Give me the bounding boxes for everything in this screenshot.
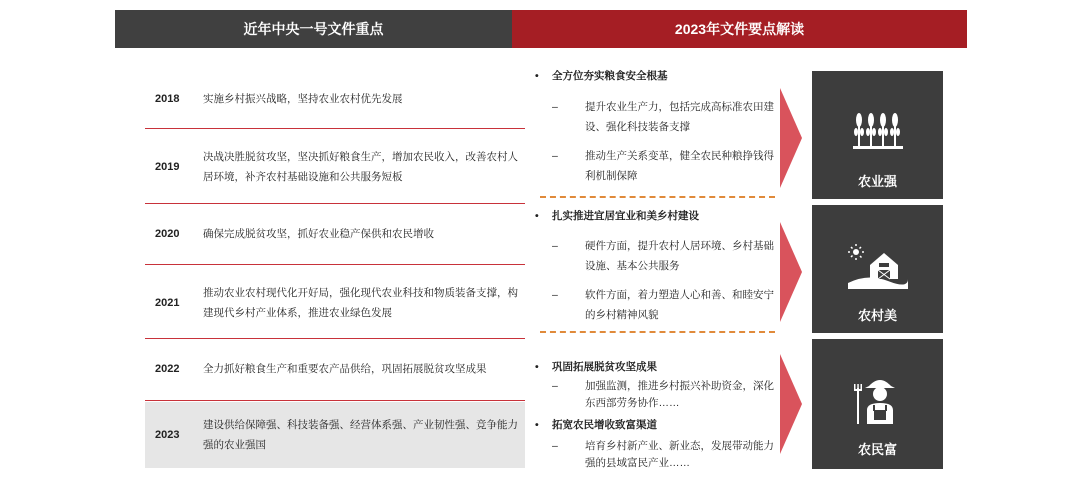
farmer-icon <box>853 369 903 431</box>
year-label: 2019 <box>155 161 180 173</box>
bullet-text: 全方位夯实粮食安全根基 <box>552 70 668 82</box>
farmhouse-icon <box>848 235 908 297</box>
row-separator <box>145 128 525 129</box>
bullet-text: 扎实推进宜居宜业和美乡村建设 <box>552 210 699 222</box>
row-separator <box>145 400 525 401</box>
year-text: 推动农业农村现代化开好局，强化现代农业科技和物质装备支撑，构建现代乡村产业体系，推进农业绿色发展 <box>203 287 518 319</box>
sub-bullet <box>552 285 780 325</box>
right-header-title: 2023年文件要点解读 <box>674 21 805 37</box>
card-beautiful-countryside <box>812 205 943 333</box>
bullet-income-channels <box>535 415 657 435</box>
sub-bullet <box>552 438 780 472</box>
bullet-poverty-results <box>535 357 657 377</box>
sub-bullet-dash: – <box>552 101 558 113</box>
sub-bullet-dash: – <box>552 289 558 301</box>
year-label: 2023 <box>155 429 180 441</box>
year-row-2020 <box>145 223 525 245</box>
card-label: 农业强 <box>857 174 897 189</box>
year-text: 决战决胜脱贫攻坚，坚决抓好粮食生产，增加农民收入，改善农村人居环境，补齐农村基础设施和公共服务短板 <box>203 151 518 183</box>
sub-bullet <box>552 97 780 137</box>
card-label: 农村美 <box>857 308 897 323</box>
card-strong-agriculture <box>812 71 943 199</box>
sub-bullet-dash: – <box>552 380 558 392</box>
sub-bullet-dash: – <box>552 440 558 452</box>
bullet-text: 巩固拓展脱贫攻坚成果 <box>552 361 657 373</box>
bullet-grain-security <box>535 66 668 86</box>
sub-bullet <box>552 236 780 276</box>
sub-bullet-text: 加强监测，推进乡村振兴补助资金，深化东西部劳务协作…… <box>585 380 774 409</box>
year-label: 2020 <box>155 228 180 240</box>
year-row-2018 <box>145 88 525 110</box>
right-header <box>512 10 967 48</box>
bullet-dot: • <box>535 419 539 431</box>
sub-bullet-text: 提升农业生产力，包括完成高标准农田建设、强化科技装备支撑 <box>585 101 774 133</box>
sub-bullet <box>552 146 780 186</box>
row-separator <box>145 203 525 204</box>
chevron-right-icon <box>780 88 802 188</box>
year-row-2019 <box>145 146 525 188</box>
bullet-rural-construction <box>535 206 699 226</box>
bullet-dot: • <box>535 361 539 373</box>
sub-bullet-text: 培育乡村新产业、新业态，发展带动能力强的县域富民产业…… <box>585 440 774 469</box>
year-label: 2021 <box>155 297 180 309</box>
chevron-right-icon <box>780 354 802 454</box>
sub-bullet-text: 软件方面，着力塑造人心和善、和睦安宁的乡村精神风貌 <box>585 289 774 321</box>
year-text: 实施乡村振兴战略，坚持农业农村优先发展 <box>203 93 403 105</box>
bullet-dot: • <box>535 70 539 82</box>
year-text: 全力抓好粮食生产和重要农产品供给，巩固拓展脱贫攻坚成果 <box>203 363 487 375</box>
card-rich-farmers <box>812 339 943 469</box>
wheat-icon <box>851 101 905 163</box>
sub-bullet-dash: – <box>552 240 558 252</box>
dashed-divider <box>540 331 775 333</box>
left-header-title: 近年中央一号文件重点 <box>243 21 384 37</box>
bullet-dot: • <box>535 210 539 222</box>
row-separator <box>145 264 525 265</box>
sub-bullet-text: 硬件方面，提升农村人居环境、乡村基础设施、基本公共服务 <box>585 240 774 272</box>
year-label: 2022 <box>155 363 180 375</box>
year-text: 确保完成脱贫攻坚，抓好农业稳产保供和农民增收 <box>203 228 434 240</box>
year-row-2023 <box>145 402 525 468</box>
dashed-divider <box>540 196 775 198</box>
sub-bullet-text: 推动生产关系变革，健全农民种粮挣钱得利机制保障 <box>585 150 774 182</box>
sub-bullet-dash: – <box>552 150 558 162</box>
year-label: 2018 <box>155 93 180 105</box>
row-separator <box>145 338 525 339</box>
year-row-2021 <box>145 282 525 324</box>
left-header <box>115 10 512 48</box>
year-text: 建设供给保障强、科技装备强、经营体系强、产业韧性强、竞争能力强的农业强国 <box>203 419 518 451</box>
sub-bullet <box>552 378 780 412</box>
card-label: 农民富 <box>857 442 897 457</box>
year-row-2022 <box>145 358 525 380</box>
chevron-right-icon <box>780 222 802 322</box>
bullet-text: 拓宽农民增收致富渠道 <box>552 419 657 431</box>
